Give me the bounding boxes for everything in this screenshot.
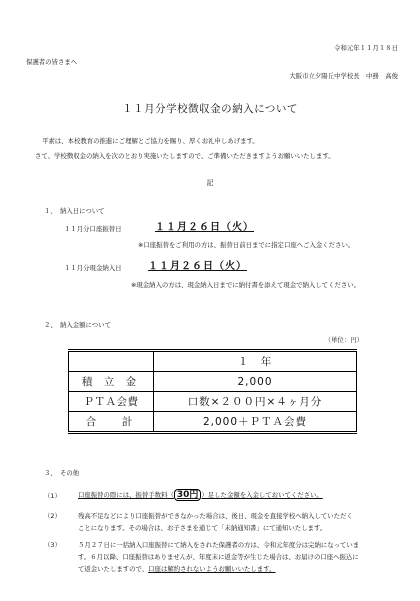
grade-header: １ 年	[154, 351, 357, 372]
row-label: ＰＴＡ会費	[69, 392, 154, 412]
issue-date: 令和元年１１月１８日	[334, 44, 398, 52]
table-row	[69, 392, 357, 412]
row-label: 合 計	[69, 412, 154, 433]
payment-date-cash: １１月２６日（火）	[148, 261, 247, 272]
item3-line-3-pre: て返金いたしますので、	[78, 565, 149, 573]
item1-pre: 口座振替の際には、振替手数料（	[78, 491, 174, 499]
payment-label-transfer: １１月分口座振替日	[64, 225, 122, 233]
item1-number: （1）	[44, 492, 61, 500]
recipient: 保護者の皆さまへ	[26, 58, 78, 66]
fee-amount: 30円	[174, 489, 202, 501]
row-value: 2,000＋ＰＴＡ会費	[154, 412, 357, 433]
table-row	[69, 412, 357, 433]
item2-line-1: 残高不足などにより口座振替ができなかった場合は、後日、現金を直接学校へ納入していただく	[78, 512, 353, 520]
payment-date-transfer: １１月２６日（火）	[155, 222, 254, 233]
sender: 大阪市立夕陽丘中学校長 中務 高俊	[289, 72, 398, 80]
item3-number: （3）	[44, 541, 61, 549]
unit-label: （単位：円）	[324, 336, 363, 344]
fee-table-header-row	[69, 351, 357, 372]
payment-note-cash: ※現金納入の方は、現金納入日までに納付書を添えて現金で納入してください。	[131, 281, 361, 289]
row-label: 積 立 金	[69, 372, 154, 392]
item3-line-2: す。６月以降、口座振替はありませんが、年度末に返金等が生じた場合は、お届けの口座へ振込に	[78, 553, 359, 561]
row-value: 口数×２００円×４ヶ月分	[154, 392, 357, 412]
section2-heading: ２、 納入金額について	[44, 321, 111, 329]
section1-heading: １、 納入日について	[44, 207, 105, 215]
item3-line-3	[78, 565, 275, 573]
row-value: 2,000	[154, 372, 357, 392]
section3-heading: ３、 その他	[44, 469, 80, 477]
payment-label-cash: １１月分現金納入日	[64, 264, 122, 272]
table-row	[69, 372, 357, 392]
intro-line-2: さて、学校徴収金の納入を次のとおり実施いたしますので、ご準備いただきますようお願いいたします。	[35, 152, 335, 160]
item2-line-2: ことになります。その場合は、お子さまを通じて「未納通知書」にて通知いたします。	[78, 524, 327, 532]
item2-number: （2）	[44, 512, 61, 520]
item1-text	[78, 491, 323, 499]
fee-table-corner	[69, 351, 154, 372]
fee-table	[68, 349, 357, 434]
item3-line-1: ５月２７日に一括納入口座振替にて納入をされた保護者の方は、令和元年度分は完納になっていま	[78, 541, 360, 549]
item3-line-3-underlined: 口座は解約されないようお願いいたします。	[148, 565, 276, 573]
ki-mark: 記	[206, 179, 214, 187]
item1-post: ）足した金額を入金しておいてください。	[201, 491, 323, 499]
document-title: １１月分学校徴収金の納入について	[122, 103, 298, 115]
intro-line-1: 平素は、本校教育の推進にご理解とご協力を賜り、厚くお礼申しあげます。	[42, 137, 259, 145]
payment-note-transfer: ※口座振替をご利用の方は、振替日前日までに指定口座へご入金ください。	[138, 241, 355, 249]
